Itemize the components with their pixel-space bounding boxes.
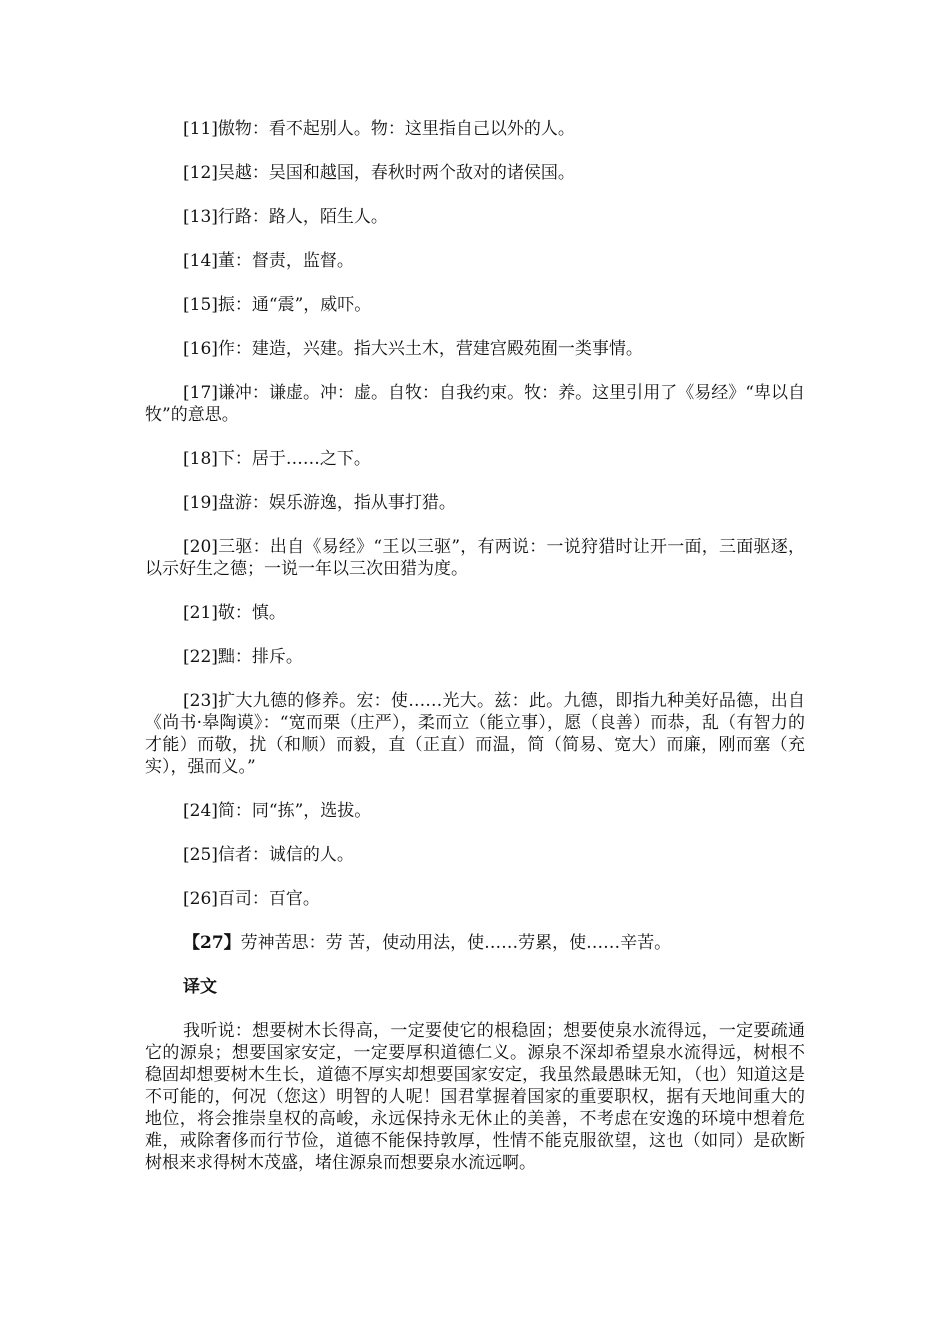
translation-text: 我听说：想要树木长得高，一定要使它的根稳固；想要使泉水流得远，一定要疏通它的源泉；想要国家安定，一定要厚积道德仁义。源泉不深却希望泉水流得远，树根不稳固却想要树木生长，道德不厚实却想要国家安定，我虽然最愚昧无知，（也）知道这是不可能的，何况（您这）明智的人呢！国君掌握着国家的重要职权，据有天地间重大的地位，将会推崇皇权的高峻，永远保持永无休止的美善，不考虑在安逸的环境中想着危难，戒除奢侈而行节俭，道德不能保持敦厚，性情不能克服欲望，这也（如同）是砍断树根来求得树木茂盛，堵住源泉而想要泉水流远啊。 bbox=[145, 1021, 805, 1173]
note-26: [26]百司：百官。 bbox=[183, 889, 320, 909]
note-12: [12]吴越：吴国和越国，春秋时两个敌对的诸侯国。 bbox=[183, 163, 575, 183]
note-23: [23]扩大九德的修养。宏：使……光大。兹：此。九德，即指九种美好品德，出自《尚书·皋陶谟》：“宽而栗（庄严），柔而立（能立事），愿（良善）而恭，乱（有智力的才能）而敬，扰（和顺）而毅，直（正直）而温，简（简易、宽大）而廉，刚而塞（充实），强而义。” bbox=[145, 691, 805, 777]
note-25: [25]信者：诚信的人。 bbox=[183, 845, 354, 865]
note-19: [19]盘游：娱乐游逸，指从事打猎。 bbox=[183, 493, 456, 513]
note-21: [21]敬：慎。 bbox=[183, 603, 286, 623]
translation-title: 译文 bbox=[183, 977, 217, 997]
note-27-text: 劳神苦思：劳 苦，使动用法，使……劳累，使……辛苦。 bbox=[240, 933, 672, 953]
note-22: [22]黜：排斥。 bbox=[183, 647, 303, 667]
note-13: [13]行路：路人，陌生人。 bbox=[183, 207, 388, 227]
note-27-number: 【27】 bbox=[183, 933, 241, 953]
note-18: [18]下：居于……之下。 bbox=[183, 449, 371, 469]
note-24: [24]简：同“拣”，选拔。 bbox=[183, 801, 372, 821]
note-16: [16]作：建造，兴建。指大兴土木，营建宫殿苑囿一类事情。 bbox=[183, 339, 643, 359]
note-20: [20]三驱：出自《易经》“王以三驱”，有两说：一说狩猎时让开一面，三面驱逐，以示好生之德；一说一年以三次田猎为度。 bbox=[145, 537, 805, 579]
note-15: [15]振：通“震”，威吓。 bbox=[183, 295, 372, 315]
note-27 bbox=[145, 932, 805, 954]
document-content bbox=[145, 118, 805, 1174]
note-11: [11]傲物：看不起别人。物：这里指自己以外的人。 bbox=[183, 119, 575, 139]
note-14: [14]董：督责，监督。 bbox=[183, 251, 354, 271]
note-17: [17]谦冲：谦虚。冲：虚。自牧：自我约束。牧：养。这里引用了《易经》“卑以自牧”的意思。 bbox=[145, 383, 805, 425]
